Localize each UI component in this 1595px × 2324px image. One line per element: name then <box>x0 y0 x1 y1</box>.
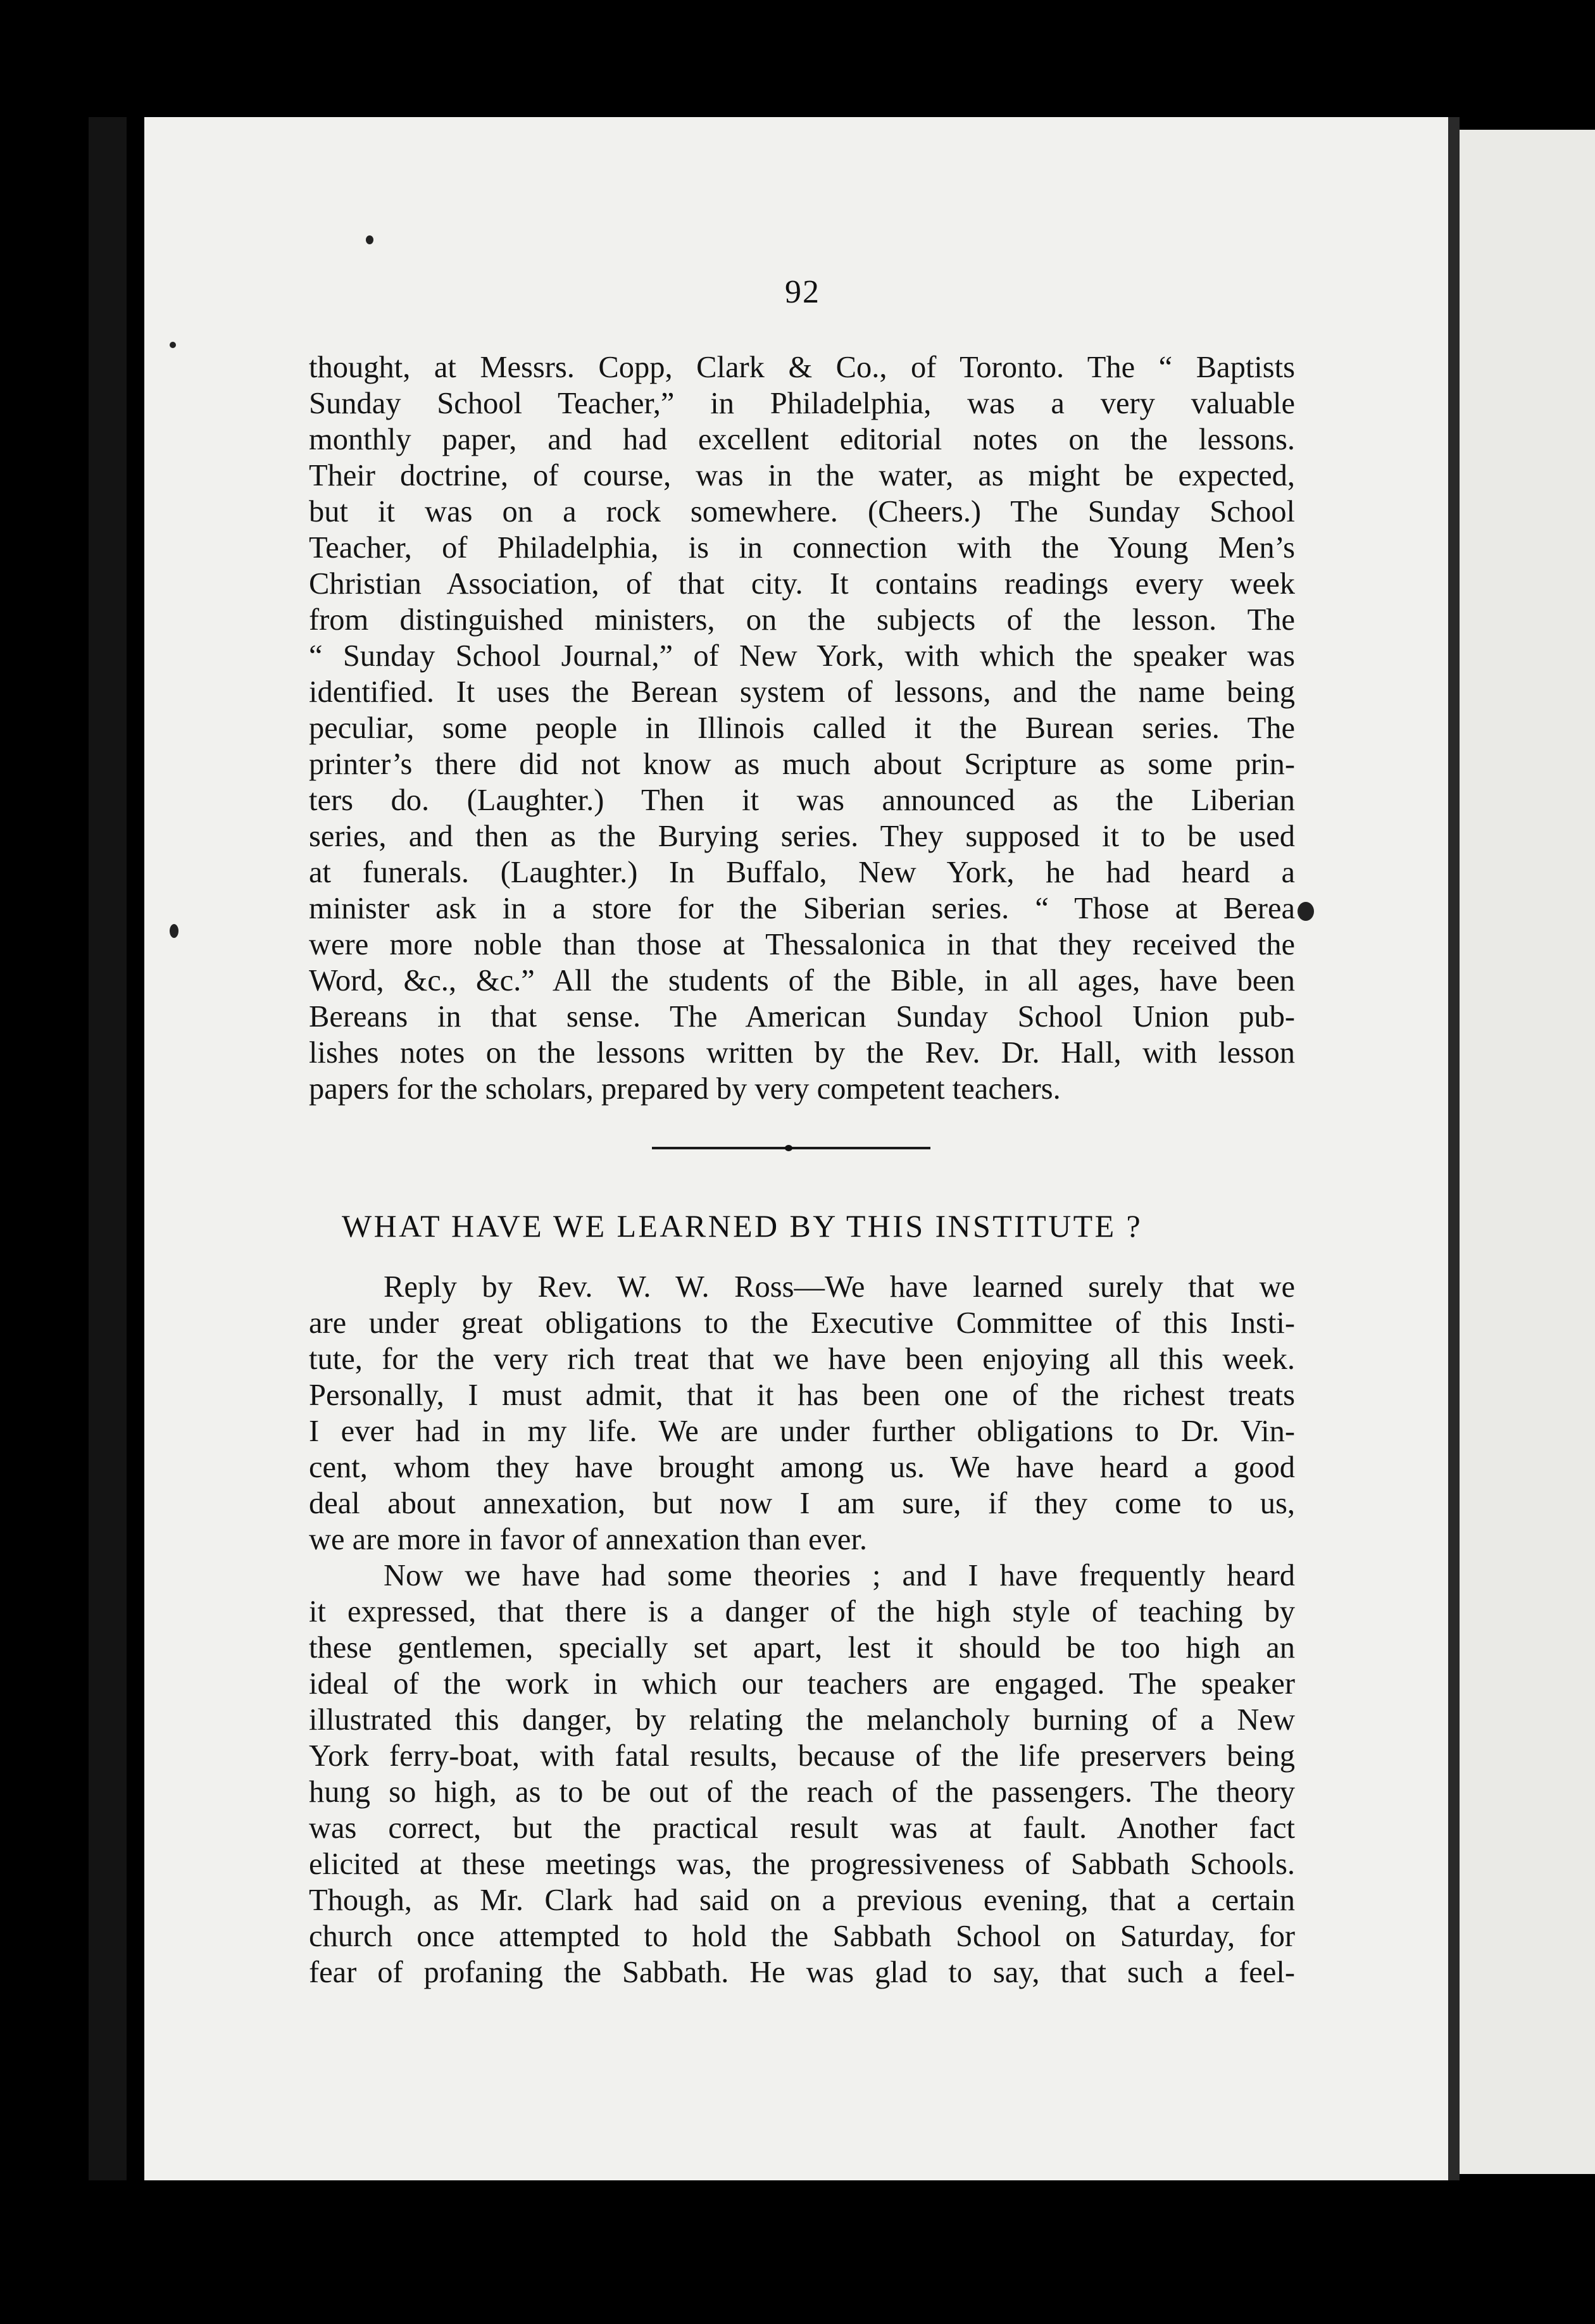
text-line: minister ask in a store for the Siberian series. “ Those at Berea <box>309 892 1295 925</box>
text-line: Personally, I must admit, that it has been one of the richest treats <box>309 1378 1295 1412</box>
text-line: Teacher, of Philadelphia, is in connection with the Young Men’s <box>309 531 1295 565</box>
text-line: are under great obligations to the Executive Committee of this Insti- <box>309 1306 1295 1340</box>
text-line: it expressed, that there is a danger of the high style of teaching by <box>309 1595 1295 1628</box>
text-line: identified. It uses the Berean system of lessons, and the name being <box>309 675 1295 709</box>
scan-speck <box>366 235 373 244</box>
text-line: series, and then as the Burying series. They supposed it to be used <box>309 820 1295 853</box>
text-line: from distinguished ministers, on the subjects of the lesson. The <box>309 603 1295 637</box>
page-number: 92 <box>785 274 820 310</box>
scan-speck <box>1298 902 1314 921</box>
paragraph-continuation <box>309 349 1295 1107</box>
text-line: but it was on a rock somewhere. (Cheers.) The Sunday School <box>309 495 1295 528</box>
text-line: we are more in favor of annexation than ever. <box>309 1523 868 1556</box>
text-line: these gentlemen, specially set apart, lest it should be too high an <box>309 1631 1295 1665</box>
reply-section <box>309 1269 1295 1990</box>
text-line: Sunday School Teacher,” in Philadelphia, was a very valuable <box>309 387 1295 420</box>
text-line: cent, whom they have brought among us. We have heard a good <box>309 1451 1295 1484</box>
text-line: deal about annexation, but now I am sure, if they come to us, <box>309 1487 1295 1520</box>
text-line: ters do. (Laughter.) Then it was announced as the Liberian <box>309 784 1295 817</box>
text-line: printer’s there did not know as much about Scripture as some prin- <box>309 747 1295 781</box>
text-line: York ferry-boat, with fatal results, because of the life preservers being <box>309 1739 1295 1773</box>
text-line: tute, for the very rich treat that we have been enjoying all this week. <box>309 1342 1295 1376</box>
text-line: papers for the scholars, prepared by very competent teachers. <box>309 1072 1061 1106</box>
text-line: monthly paper, and had excellent editorial notes on the lessons. <box>309 423 1295 456</box>
adjacent-page-edge <box>1460 130 1595 2174</box>
text-line: Christian Association, of that city. It contains readings every week <box>309 567 1295 601</box>
text-line: fear of profaning the Sabbath. He was glad to say, that such a feel- <box>309 1956 1295 1989</box>
text-line: Reply by Rev. W. W. Ross—We have learned surely that we <box>384 1270 1295 1304</box>
text-line: thought, at Messrs. Copp, Clark & Co., of Toronto. The “ Baptists <box>309 351 1295 384</box>
section-divider-ornament <box>785 1145 792 1151</box>
text-line: hung so high, as to be out of the reach of the passengers. The theory <box>309 1775 1295 1809</box>
page-gutter <box>1448 117 1460 2180</box>
text-line: Now we have had some theories ; and I have frequently heard <box>384 1559 1295 1592</box>
text-line: church once attempted to hold the Sabbath School on Saturday, for <box>309 1920 1295 1953</box>
text-line: Word, &c., &c.” All the students of the Bible, in all ages, have been <box>309 964 1295 997</box>
text-line: was correct, but the practical result was at fault. Another fact <box>309 1811 1295 1845</box>
text-line: illustrated this danger, by relating the melancholy burning of a New <box>309 1703 1295 1737</box>
text-line: peculiar, some people in Illinois called it the Burean series. The <box>309 711 1295 745</box>
book-spine-shadow <box>89 117 127 2180</box>
text-line: at funerals. (Laughter.) In Buffalo, New York, he had heard a <box>309 856 1295 889</box>
text-line: Their doctrine, of course, was in the water, as might be expected, <box>309 459 1295 492</box>
text-line: were more noble than those at Thessalonica in that they received the <box>309 928 1295 961</box>
text-line: ideal of the work in which our teachers are engaged. The speaker <box>309 1667 1295 1701</box>
scan-speck <box>170 342 176 348</box>
text-line: Though, as Mr. Clark had said on a previous evening, that a certain <box>309 1884 1295 1917</box>
text-line: Bereans in that sense. The American Sunday School Union pub- <box>309 1000 1295 1034</box>
scan-speck <box>170 924 178 938</box>
text-line: “ Sunday School Journal,” of New York, with which the speaker was <box>309 639 1295 673</box>
text-line: elicited at these meetings was, the progressiveness of Sabbath Schools. <box>309 1847 1295 1881</box>
text-line: I ever had in my life. We are under further obligations to Dr. Vin- <box>309 1415 1295 1448</box>
section-heading: WHAT HAVE WE LEARNED BY THIS INSTITUTE ? <box>342 1208 1143 1244</box>
text-line: lishes notes on the lessons written by the Rev. Dr. Hall, with lesson <box>309 1036 1295 1070</box>
